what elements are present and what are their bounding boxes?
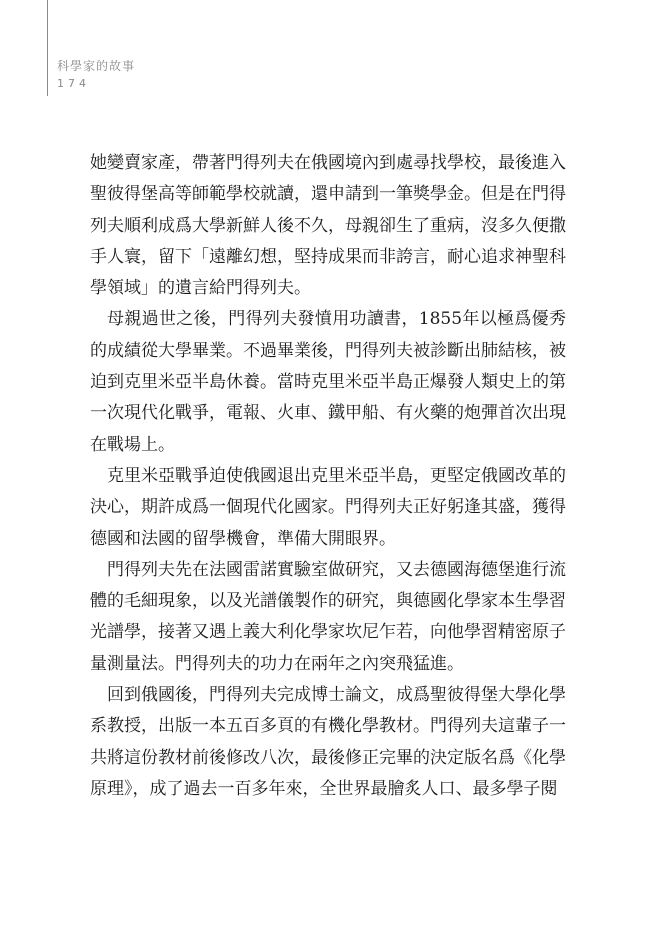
- page-number: 174: [57, 77, 90, 90]
- paragraph: 克里米亞戰爭迫使俄國退出克里米亞半島，更堅定俄國改革的決心，期許成爲一個現代化國家。門得列夫正好躬逢其盛，獲得德國和法國的留學機會，準備大開眼界。: [90, 465, 566, 549]
- book-title: 科學家的故事: [57, 59, 136, 73]
- running-header: [57, 58, 135, 91]
- paragraph: 門得列夫先在法國雷諾實驗室做研究，又去德國海德堡進行流體的毛細現象，以及光譜儀製作的研究，與德國化學家本生學習光譜學，接著又遇上義大利化學家坎尼乍若，向他學習精密原子量測量法。門得列夫的功力在兩年之內突飛猛進。: [90, 559, 566, 674]
- paragraph: 母親過世之後，門得列夫發憤用功讀書，1855年以極爲優秀的成績從大學畢業。不過畢業後，門得列夫被診斷出肺結核，被迫到克里米亞半島休養。當時克里米亞半島正爆發人類史上的第一次現代化戰爭，電報、火車、鐵甲船、有火藥的炮彈首次出現在戰場上。: [90, 309, 566, 455]
- paragraph: 回到俄國後，門得列夫完成博士論文，成爲聖彼得堡大學化學系教授，出版一本五百多頁的有機化學教材。門得列夫這輩子一共將這份教材前後修改八次，最後修正完畢的決定版名爲《化學原理》，成了過去一百多年來，全世界最膾炙人口、最多學子閱: [90, 685, 566, 799]
- paragraph: 她變賣家產，帶著門得列夫在俄國境內到處尋找學校，最後進入聖彼得堡高等師範學校就讀，還申請到一筆獎學金。但是在門得列夫順利成爲大學新鮮人後不久，母親卻生了重病，沒多久便撒手人寰，留下「遠離幻想，堅持成果而非誇言，耐心追求神聖科學領域」的遺言給門得列夫。: [90, 153, 566, 299]
- header-rule: [47, 0, 48, 96]
- body-text: [90, 148, 566, 805]
